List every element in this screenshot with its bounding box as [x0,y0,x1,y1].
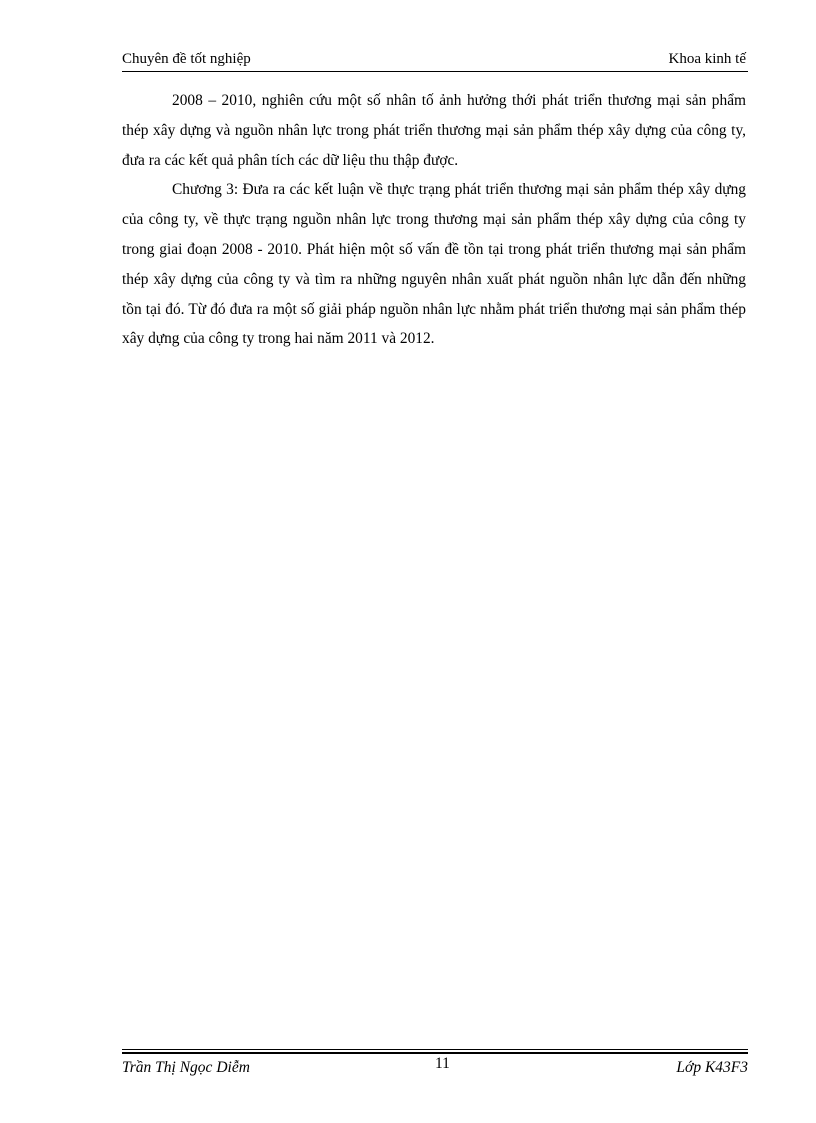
body-text [122,86,746,354]
paragraph-continuation: 2008 – 2010, nghiên cứu một số nhân tố ảnh hưởng thới phát triển thương mại sản phẩm thép xây dựng và nguồn nhân lực trong phát triển thương mại sản phẩm thép xây dựng của công ty, đưa ra các kết quả phân tích các dữ liệu thu thập được. [122,92,746,169]
paragraph-chapter-3: Chương 3: Đưa ra các kết luận về thực trạng phát triển thương mại sản phẩm thép xây dựng của công ty, về thực trạng nguồn nhân lực trong thương mại sản phẩm thép xây dựng của công ty trong giai đoạn 2008 - 2010. Phát hiện một số vấn đề tồn tại trong phát triển thương mại sản phẩm thép xây dựng của công ty và tìm ra những nguyên nhân xuất phát nguồn nhân lực dẫn đến những tồn tại đó. Từ đó đưa ra một số giải pháp nguồn nhân lực nhằm phát triển thương mại sản phẩm thép xây dựng của công ty trong hai năm 2011 và 2012. [122,181,746,348]
header-divider [122,71,748,72]
page-number: 11 [435,1055,450,1072]
footer-author: Trần Thị Ngọc Diễm [122,1059,250,1076]
footer-class: Lớp K43F3 [676,1059,748,1076]
footer-divider-thin [122,1049,748,1050]
page-header [122,48,748,70]
header-document-title: Chuyên đề tốt nghiệp [122,51,251,67]
page-footer [122,1055,748,1077]
header-faculty: Khoa kinh tế [668,51,746,67]
